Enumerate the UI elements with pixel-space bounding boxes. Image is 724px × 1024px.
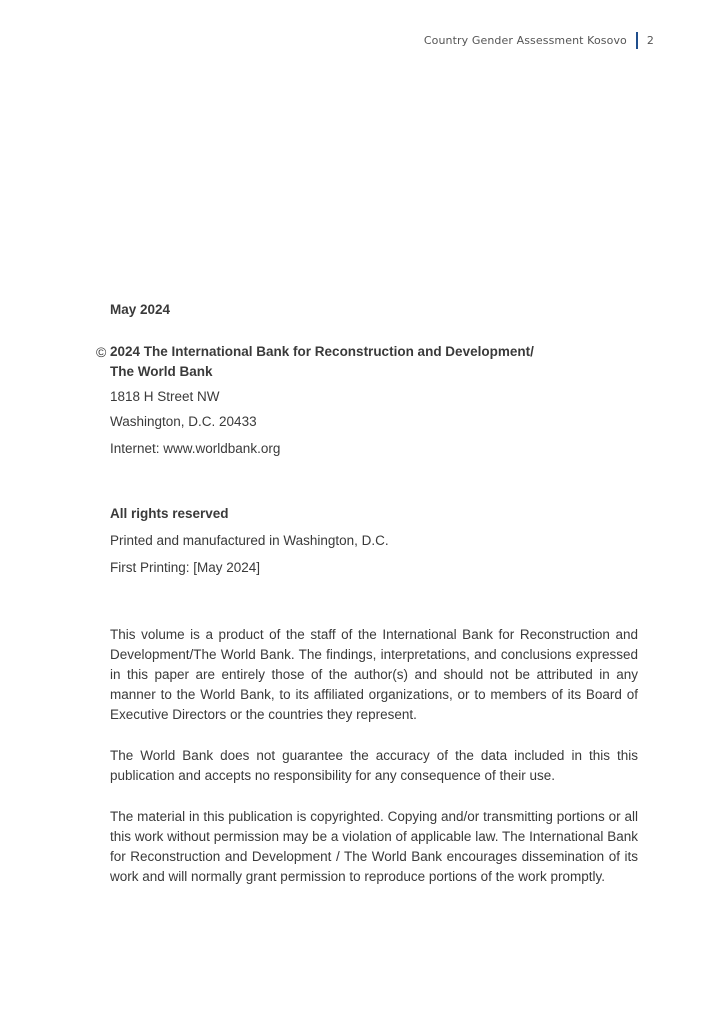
copyright-line-1: 2024 The International Bank for Reconstruction and Development/	[110, 344, 534, 359]
copyright-line-2: The World Bank	[110, 364, 213, 379]
copyright-block	[96, 342, 638, 464]
disclaimer-paragraph-1: This volume is a product of the staff of the International Bank for Reconstruction and Development/The World Bank. The findings, interpretations, and conclusions expressed in this paper are entirely those of the author(s) and should not be attributed in any manner to the World Bank, to its affiliated organizations, or to members of its Board of Executive Directors or the countries they represent.	[110, 627, 638, 722]
document-title: Country Gender Assessment Kosovo	[423, 34, 627, 47]
first-printing: First Printing: [May 2024]	[110, 560, 261, 575]
rights-block	[110, 504, 638, 583]
header-divider	[636, 32, 638, 49]
copyright-symbol: ©	[96, 344, 107, 360]
disclaimer-paragraph-3: The material in this publication is copyrighted. Copying and/or transmitting portions or all this work without permission may be a violation of applicable law. The International Bank for Reconstruction and Development / The World Bank encourages dissemination of its work and will normally grant permission to reproduce portions of the work promptly.	[110, 809, 638, 884]
copyright-holder	[110, 342, 638, 382]
page-number: 2	[646, 34, 654, 47]
printed-location: Printed and manufactured in Washington, D.C.	[110, 533, 389, 548]
address-city: Washington, D.C. 20433	[110, 414, 257, 429]
running-header	[424, 32, 654, 49]
disclaimer-section	[110, 625, 638, 908]
internet-address: Internet: www.worldbank.org	[110, 441, 281, 456]
disclaimer-paragraph-2: The World Bank does not guarantee the accuracy of the data included in this this publication and accepts no responsibility for any consequence of their use.	[110, 748, 638, 783]
publication-date: May 2024	[110, 302, 171, 317]
address-street: 1818 H Street NW	[110, 389, 220, 404]
rights-heading: All rights reserved	[110, 506, 229, 521]
